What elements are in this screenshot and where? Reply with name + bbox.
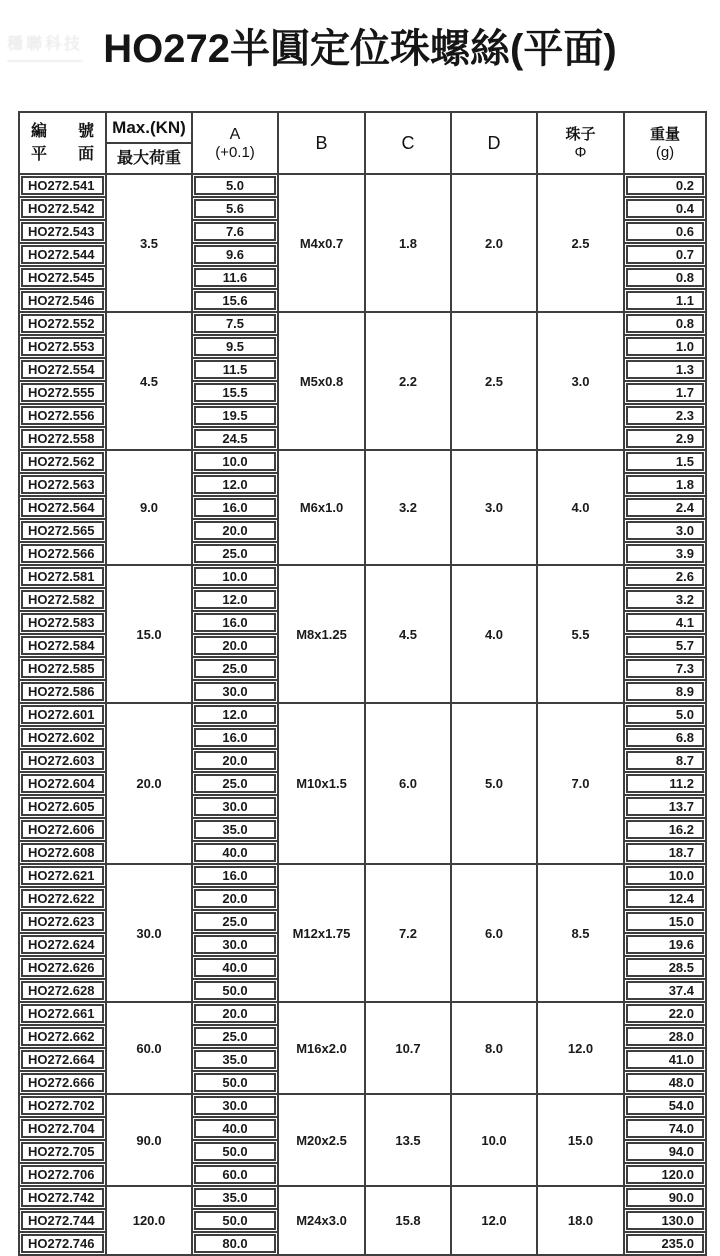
weight-cell: 5.7 [624,634,706,657]
table-row [19,312,706,335]
weight-cell: 8.7 [624,749,706,772]
weight-cell: 0.2 [624,174,706,197]
a-value-cell: 5.6 [192,197,278,220]
header-weight [624,112,706,174]
max-load-cell: 90.0 [106,1094,192,1186]
part-number-cell: HO272.543 [19,220,106,243]
header-max-load [106,112,192,174]
weight-cell: 3.0 [624,519,706,542]
a-value-cell: 40.0 [192,841,278,864]
a-value-cell: 25.0 [192,657,278,680]
thread-spec-cell: M4x0.7 [278,174,365,312]
max-load-cell: 30.0 [106,864,192,1002]
part-number-cell: HO272.602 [19,726,106,749]
a-value-cell: 12.0 [192,703,278,726]
weight-cell: 22.0 [624,1002,706,1025]
ball-diameter-cell: 7.0 [537,703,624,864]
part-number-cell: HO272.541 [19,174,106,197]
weight-cell: 6.8 [624,726,706,749]
part-number-cell: HO272.624 [19,933,106,956]
a-value-cell: 20.0 [192,749,278,772]
header-part-char: 平 [31,146,48,163]
a-value-cell: 16.0 [192,726,278,749]
table-row [19,1186,706,1209]
part-number-cell: HO272.556 [19,404,106,427]
weight-cell: 120.0 [624,1163,706,1186]
weight-cell: 18.7 [624,841,706,864]
weight-cell: 3.2 [624,588,706,611]
a-value-cell: 16.0 [192,864,278,887]
a-value-cell: 7.6 [192,220,278,243]
part-number-cell: HO272.742 [19,1186,106,1209]
a-value-cell: 35.0 [192,818,278,841]
weight-cell: 1.7 [624,381,706,404]
part-number-cell: HO272.564 [19,496,106,519]
header-a-tolerance: (+0.1) [215,144,255,161]
a-value-cell: 12.0 [192,473,278,496]
a-value-cell: 50.0 [192,1209,278,1232]
a-value-cell: 50.0 [192,1071,278,1094]
weight-cell: 0.8 [624,312,706,335]
a-value-cell: 20.0 [192,887,278,910]
c-value-cell: 10.7 [365,1002,451,1094]
thread-spec-cell: M16x2.0 [278,1002,365,1094]
part-number-cell: HO272.552 [19,312,106,335]
weight-cell: 1.3 [624,358,706,381]
a-value-cell: 60.0 [192,1163,278,1186]
part-number-cell: HO272.562 [19,450,106,473]
part-number-cell: HO272.601 [19,703,106,726]
table-row [19,450,706,473]
table-row [19,174,706,197]
a-value-cell: 40.0 [192,1117,278,1140]
part-number-cell: HO272.542 [19,197,106,220]
weight-cell: 2.3 [624,404,706,427]
part-number-cell: HO272.608 [19,841,106,864]
header-part-char: 面 [77,146,94,163]
d-value-cell: 5.0 [451,703,537,864]
weight-cell: 11.2 [624,772,706,795]
ball-diameter-cell: 15.0 [537,1094,624,1186]
header-weight-label: 重量 [649,126,680,143]
part-number-cell: HO272.546 [19,289,106,312]
header-c-dimension: C [365,112,451,174]
a-value-cell: 19.5 [192,404,278,427]
part-number-cell: HO272.746 [19,1232,106,1255]
a-value-cell: 24.5 [192,427,278,450]
weight-cell: 0.6 [624,220,706,243]
part-number-cell: HO272.706 [19,1163,106,1186]
thread-spec-cell: M5x0.8 [278,312,365,450]
part-number-cell: HO272.744 [19,1209,106,1232]
table-row [19,864,706,887]
header-max-kn: Max.(KN) [107,113,191,144]
a-value-cell: 10.0 [192,565,278,588]
weight-cell: 10.0 [624,864,706,887]
part-number-cell: HO272.545 [19,266,106,289]
a-value-cell: 25.0 [192,1025,278,1048]
c-value-cell: 6.0 [365,703,451,864]
weight-cell: 94.0 [624,1140,706,1163]
header-ball-diameter [537,112,624,174]
weight-cell: 1.0 [624,335,706,358]
max-load-cell: 20.0 [106,703,192,864]
weight-cell: 1.1 [624,289,706,312]
weight-cell: 41.0 [624,1048,706,1071]
max-load-cell: 9.0 [106,450,192,565]
ball-diameter-cell: 8.5 [537,864,624,1002]
ball-diameter-cell: 18.0 [537,1186,624,1255]
thread-spec-cell: M12x1.75 [278,864,365,1002]
ball-diameter-cell: 4.0 [537,450,624,565]
part-number-cell: HO272.662 [19,1025,106,1048]
part-number-cell: HO272.666 [19,1071,106,1094]
weight-cell: 28.5 [624,956,706,979]
a-value-cell: 25.0 [192,772,278,795]
a-value-cell: 40.0 [192,956,278,979]
weight-cell: 8.9 [624,680,706,703]
max-load-cell: 4.5 [106,312,192,450]
c-value-cell: 1.8 [365,174,451,312]
a-value-cell: 20.0 [192,1002,278,1025]
table-row [19,703,706,726]
header-weight-unit: (g) [655,144,675,161]
a-value-cell: 11.5 [192,358,278,381]
part-number-cell: HO272.661 [19,1002,106,1025]
header-a-dimension [192,112,278,174]
a-value-cell: 35.0 [192,1186,278,1209]
header-b-dimension: B [278,112,365,174]
max-load-cell: 120.0 [106,1186,192,1255]
a-value-cell: 9.6 [192,243,278,266]
table-row [19,565,706,588]
header-part-char: 編 [31,123,48,140]
a-value-cell: 80.0 [192,1232,278,1255]
weight-cell: 74.0 [624,1117,706,1140]
d-value-cell: 3.0 [451,450,537,565]
weight-cell: 2.6 [624,565,706,588]
d-value-cell: 12.0 [451,1186,537,1255]
header-part-char: 號 [77,123,94,140]
ball-diameter-cell: 3.0 [537,312,624,450]
table-row [19,1094,706,1117]
part-number-cell: HO272.605 [19,795,106,818]
c-value-cell: 15.8 [365,1186,451,1255]
part-number-cell: HO272.583 [19,611,106,634]
part-number-cell: HO272.603 [19,749,106,772]
a-value-cell: 20.0 [192,634,278,657]
part-number-cell: HO272.705 [19,1140,106,1163]
part-number-cell: HO272.581 [19,565,106,588]
part-number-cell: HO272.582 [19,588,106,611]
max-load-cell: 3.5 [106,174,192,312]
a-value-cell: 30.0 [192,1094,278,1117]
part-number-cell: HO272.565 [19,519,106,542]
a-value-cell: 16.0 [192,611,278,634]
weight-cell: 1.5 [624,450,706,473]
weight-cell: 0.4 [624,197,706,220]
a-value-cell: 20.0 [192,519,278,542]
weight-cell: 16.2 [624,818,706,841]
part-number-cell: HO272.702 [19,1094,106,1117]
d-value-cell: 2.5 [451,312,537,450]
ball-diameter-cell: 2.5 [537,174,624,312]
part-number-cell: HO272.628 [19,979,106,1002]
a-value-cell: 10.0 [192,450,278,473]
weight-cell: 235.0 [624,1232,706,1255]
thread-spec-cell: M10x1.5 [278,703,365,864]
d-value-cell: 4.0 [451,565,537,703]
weight-cell: 2.9 [624,427,706,450]
a-value-cell: 30.0 [192,680,278,703]
a-value-cell: 16.0 [192,496,278,519]
spec-table [18,111,707,1256]
weight-cell: 7.3 [624,657,706,680]
weight-cell: 13.7 [624,795,706,818]
a-value-cell: 9.5 [192,335,278,358]
c-value-cell: 4.5 [365,565,451,703]
part-number-cell: HO272.586 [19,680,106,703]
weight-cell: 15.0 [624,910,706,933]
a-value-cell: 35.0 [192,1048,278,1071]
part-number-cell: HO272.664 [19,1048,106,1071]
part-number-cell: HO272.626 [19,956,106,979]
c-value-cell: 2.2 [365,312,451,450]
d-value-cell: 6.0 [451,864,537,1002]
weight-cell: 54.0 [624,1094,706,1117]
part-number-cell: HO272.555 [19,381,106,404]
max-load-cell: 60.0 [106,1002,192,1094]
weight-cell: 130.0 [624,1209,706,1232]
weight-cell: 28.0 [624,1025,706,1048]
part-number-cell: HO272.623 [19,910,106,933]
part-number-cell: HO272.563 [19,473,106,496]
a-value-cell: 25.0 [192,910,278,933]
a-value-cell: 7.5 [192,312,278,335]
weight-cell: 3.9 [624,542,706,565]
header-a-label: A [229,126,241,143]
thread-spec-cell: M8x1.25 [278,565,365,703]
header-ball-label: 珠子 [565,126,596,143]
c-value-cell: 7.2 [365,864,451,1002]
d-value-cell: 2.0 [451,174,537,312]
part-number-cell: HO272.584 [19,634,106,657]
weight-cell: 48.0 [624,1071,706,1094]
ball-diameter-cell: 12.0 [537,1002,624,1094]
weight-cell: 4.1 [624,611,706,634]
part-number-cell: HO272.558 [19,427,106,450]
weight-cell: 19.6 [624,933,706,956]
thread-spec-cell: M24x3.0 [278,1186,365,1255]
ball-diameter-cell: 5.5 [537,565,624,703]
header-max-load-cjk: 最大荷重 [116,150,181,167]
part-number-cell: HO272.544 [19,243,106,266]
a-value-cell: 30.0 [192,795,278,818]
weight-cell: 12.4 [624,887,706,910]
part-number-cell: HO272.606 [19,818,106,841]
part-number-cell: HO272.553 [19,335,106,358]
header-row [19,112,706,174]
part-number-cell: HO272.585 [19,657,106,680]
part-number-cell: HO272.604 [19,772,106,795]
part-number-cell: HO272.566 [19,542,106,565]
a-value-cell: 50.0 [192,1140,278,1163]
a-value-cell: 25.0 [192,542,278,565]
c-value-cell: 3.2 [365,450,451,565]
thread-spec-cell: M6x1.0 [278,450,365,565]
table-row [19,1002,706,1025]
part-number-cell: HO272.622 [19,887,106,910]
a-value-cell: 11.6 [192,266,278,289]
header-d-dimension: D [451,112,537,174]
weight-cell: 37.4 [624,979,706,1002]
a-value-cell: 5.0 [192,174,278,197]
thread-spec-cell: M20x2.5 [278,1094,365,1186]
part-number-cell: HO272.554 [19,358,106,381]
weight-cell: 5.0 [624,703,706,726]
header-ball-phi: Φ [574,144,587,161]
weight-cell: 0.7 [624,243,706,266]
weight-cell: 2.4 [624,496,706,519]
part-number-cell: HO272.704 [19,1117,106,1140]
a-value-cell: 30.0 [192,933,278,956]
weight-cell: 90.0 [624,1186,706,1209]
d-value-cell: 10.0 [451,1094,537,1186]
a-value-cell: 12.0 [192,588,278,611]
d-value-cell: 8.0 [451,1002,537,1094]
c-value-cell: 13.5 [365,1094,451,1186]
watermark-logo: 穩聯科技 [7,31,83,62]
max-load-cell: 15.0 [106,565,192,703]
weight-cell: 1.8 [624,473,706,496]
page-title: HO272半圓定位珠螺絲(平面) [103,27,617,71]
header-part-number [19,112,106,174]
a-value-cell: 15.5 [192,381,278,404]
part-number-cell: HO272.621 [19,864,106,887]
weight-cell: 0.8 [624,266,706,289]
a-value-cell: 50.0 [192,979,278,1002]
a-value-cell: 15.6 [192,289,278,312]
